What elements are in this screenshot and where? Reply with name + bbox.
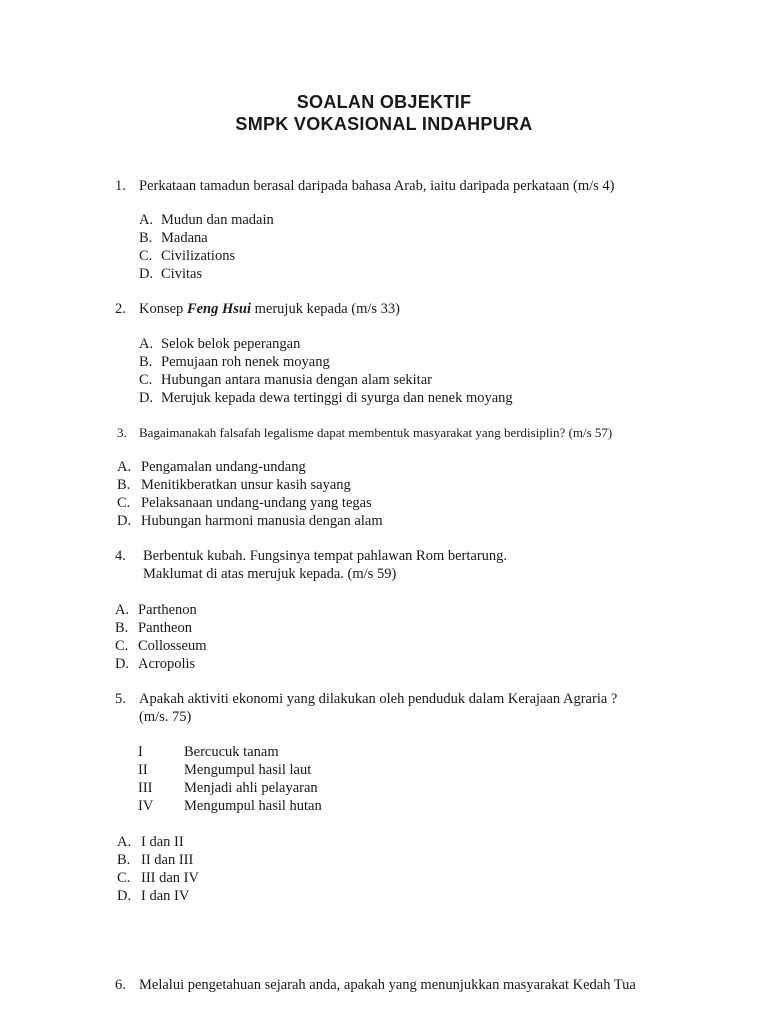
q3-option-b-letter: B. [117, 477, 131, 493]
q5-option-b-text: II dan III [141, 852, 194, 868]
q5-statement-1-text: Bercucuk tanam [184, 744, 279, 760]
q4-option-c-letter: C. [115, 638, 129, 654]
q1-option-c-letter: C. [139, 248, 153, 264]
q5-statement-4-text: Mengumpul hasil hutan [184, 798, 322, 814]
q4-option-d-text: Acropolis [138, 656, 196, 672]
question-6-number: 6. [115, 977, 126, 993]
question-1-number: 1. [115, 178, 126, 194]
q1-option-d-letter: D. [139, 266, 154, 282]
q5-statement-3-numeral: III [138, 780, 153, 796]
q2-option-b-letter: B. [139, 354, 153, 370]
q2-option-a-text: Selok belok peperangan [161, 336, 301, 352]
q2-option-c-text: Hubungan antara manusia dengan alam sekitar [161, 372, 432, 388]
q1-option-b-letter: B. [139, 230, 153, 246]
q1-option-c-text: Civilizations [161, 248, 236, 264]
q2-option-a-letter: A. [139, 336, 154, 352]
question-6-text: Melalui pengetahuan sejarah anda, apakah yang menunjukkan masyarakat Kedah Tua [139, 977, 636, 993]
q4-option-b-text: Pantheon [138, 620, 192, 636]
q3-option-a-text: Pengamalan undang-undang [141, 459, 306, 475]
question-2-emphasis: Feng Hsui [186, 301, 251, 317]
q5-option-b-letter: B. [117, 852, 131, 868]
q5-option-c-text: III dan IV [141, 870, 199, 886]
q5-option-d-letter: D. [117, 888, 132, 904]
q3-option-c-letter: C. [117, 495, 131, 511]
q2-option-d-letter: D. [139, 390, 154, 406]
question-2-text-before: Konsep [139, 301, 184, 317]
q4-option-a-text: Parthenon [138, 602, 197, 618]
q5-option-c-letter: C. [117, 870, 131, 886]
q5-statement-1-numeral: I [138, 744, 143, 760]
question-3-text: Bagaimanakah falsafah legalisme dapat membentuk masyarakat yang berdisiplin? (m/s 57) [139, 425, 613, 440]
q3-option-b-text: Menitikberatkan unsur kasih sayang [141, 477, 351, 493]
question-2-text-after: merujuk kepada (m/s 33) [254, 301, 400, 317]
question-2-number: 2. [115, 301, 126, 317]
q3-option-d-text: Hubungan harmoni manusia dengan alam [141, 513, 383, 529]
question-5-line-2: (m/s. 75) [139, 709, 192, 725]
q3-option-a-letter: A. [117, 459, 132, 475]
question-5-number: 5. [115, 691, 126, 707]
question-4-line-2: Maklumat di atas merujuk kepada. (m/s 59) [143, 566, 397, 582]
q5-option-a-letter: A. [117, 834, 132, 850]
q3-option-d-letter: D. [117, 513, 132, 529]
q5-statement-2-numeral: II [138, 762, 148, 778]
question-4-number: 4. [115, 548, 126, 564]
q1-option-b-text: Madana [161, 230, 208, 246]
question-4-line-1: Berbentuk kubah. Fungsinya tempat pahlawan Rom bertarung. [143, 548, 508, 564]
q5-option-a-text: I dan II [141, 834, 184, 850]
q4-option-a-letter: A. [115, 602, 130, 618]
school-name: SMPK VOKASIONAL INDAHPURA [235, 114, 533, 134]
q5-option-d-text: I dan IV [141, 888, 190, 904]
question-1-text: Perkataan tamadun berasal daripada bahasa Arab, iaitu daripada perkataan (m/s 4) [139, 178, 615, 194]
q1-option-d-text: Civitas [161, 266, 203, 282]
q5-statement-4-numeral: IV [138, 798, 154, 814]
q5-statement-2-text: Mengumpul hasil laut [184, 762, 312, 778]
q2-option-b-text: Pemujaan roh nenek moyang [161, 354, 330, 370]
q2-option-d-text: Merujuk kepada dewa tertinggi di syurga dan nenek moyang [161, 390, 513, 406]
question-5-line-1: Apakah aktiviti ekonomi yang dilakukan oleh penduduk dalam Kerajaan Agraria ? [139, 691, 618, 707]
document-title: SOALAN OBJEKTIF [296, 92, 472, 112]
q3-option-c-text: Pelaksanaan undang-undang yang tegas [141, 495, 372, 511]
q4-option-b-letter: B. [115, 620, 129, 636]
q4-option-d-letter: D. [115, 656, 130, 672]
q1-option-a-text: Mudun dan madain [161, 212, 274, 228]
q5-statement-3-text: Menjadi ahli pelayaran [184, 780, 318, 796]
q4-option-c-text: Collosseum [138, 638, 207, 654]
question-2-text [139, 300, 400, 318]
q2-option-c-letter: C. [139, 372, 153, 388]
question-3-number: 3. [117, 425, 127, 440]
q1-option-a-letter: A. [139, 212, 154, 228]
